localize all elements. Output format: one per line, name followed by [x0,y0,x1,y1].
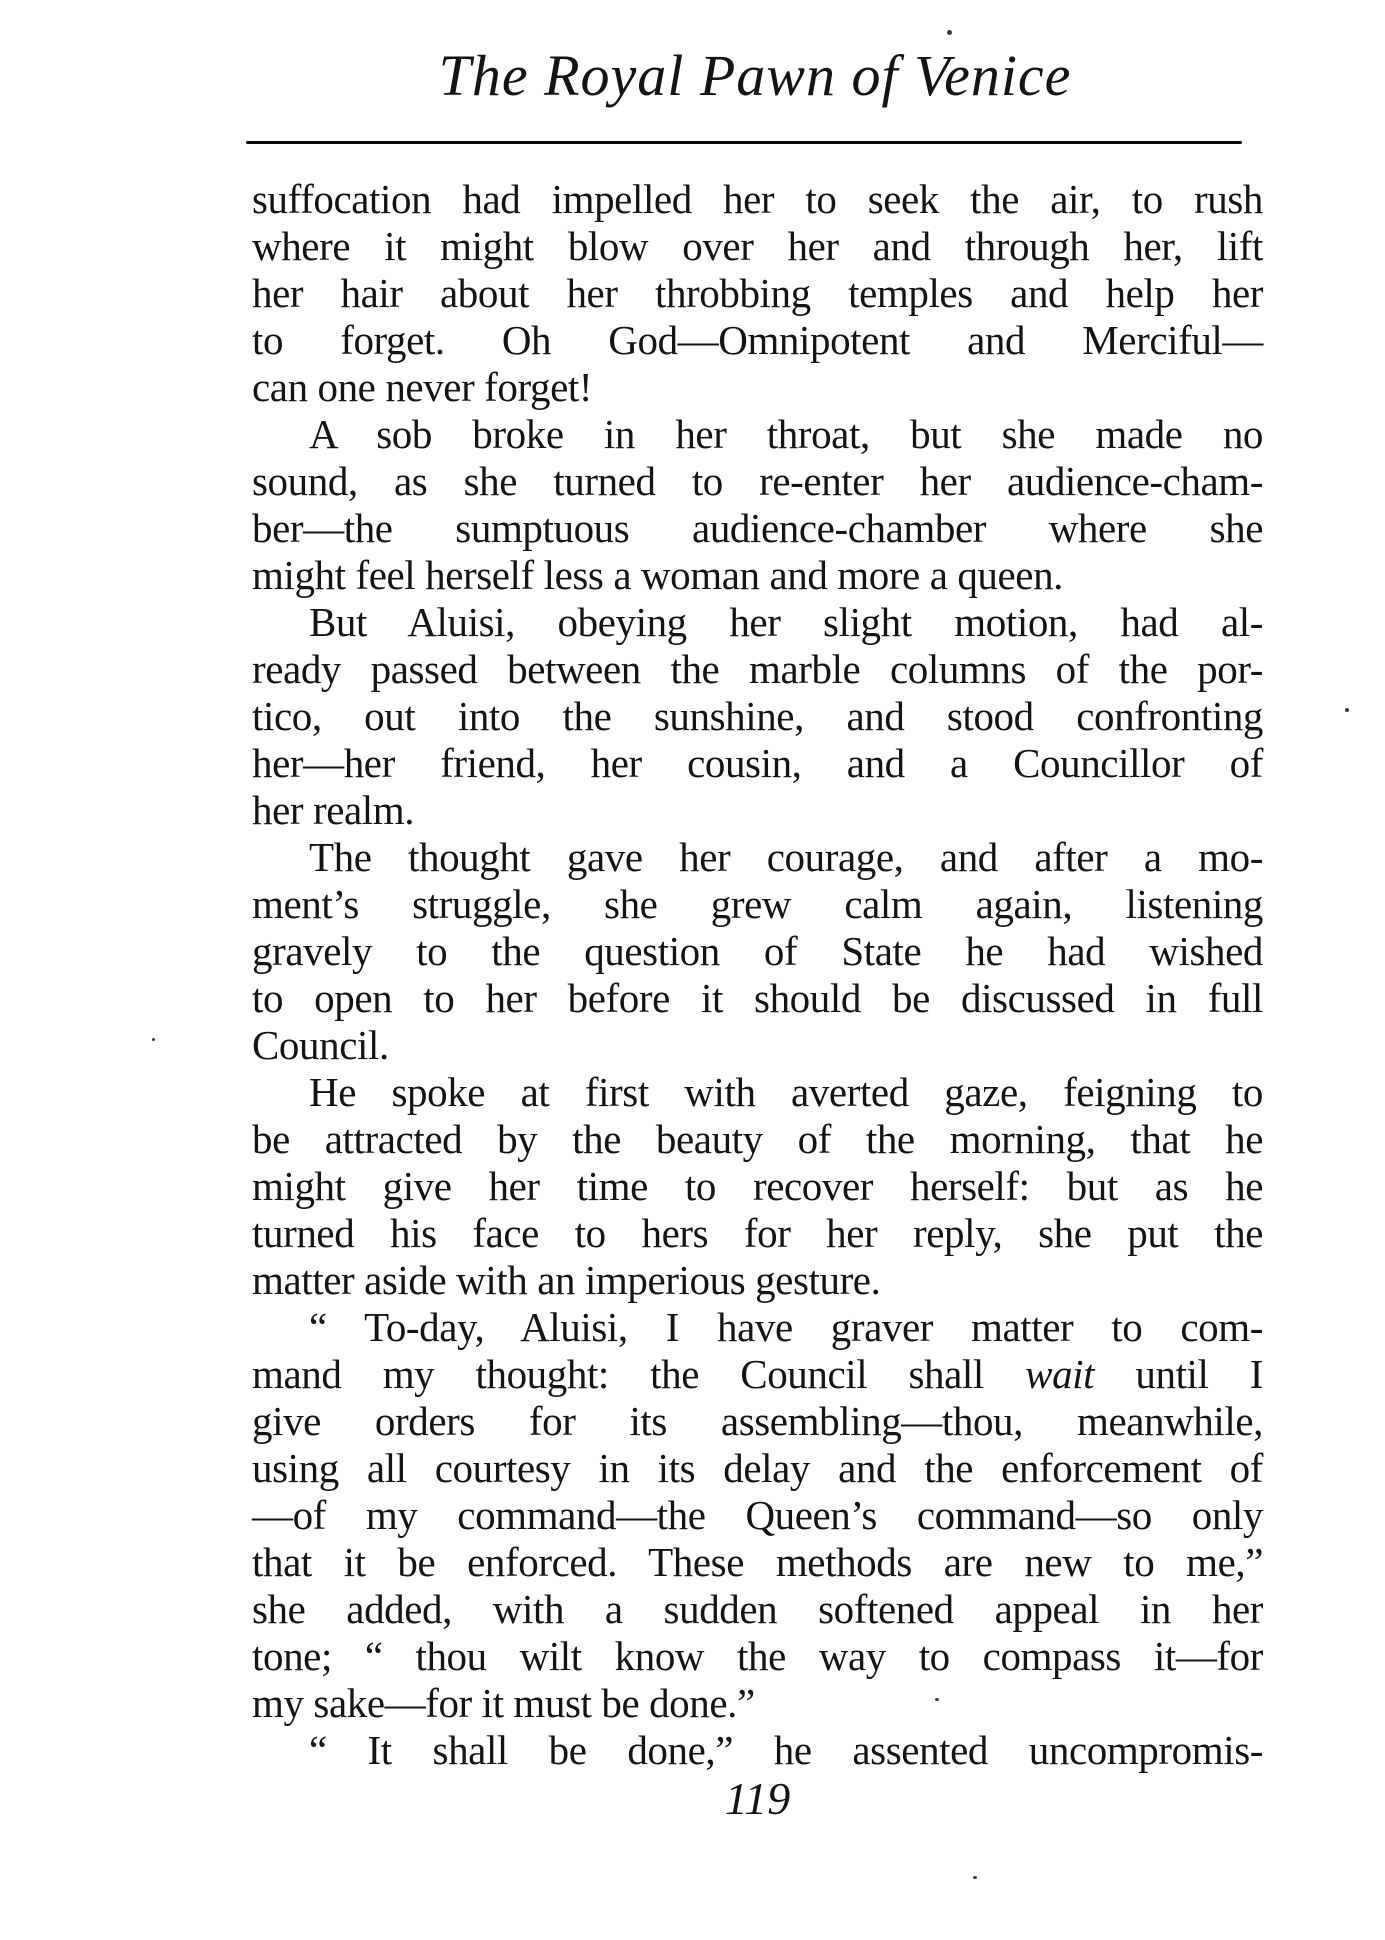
text-line: suffocation had impelled her to seek the air, to rush [252,176,1263,222]
text-line: might feel herself less a woman and more a queen. [252,552,1064,598]
text-line: tone; “ thou wilt know the way to compass it—for [252,1633,1263,1679]
scan-speck [973,1876,977,1879]
text-line: Council. [252,1022,389,1068]
text-line: using all courtesy in its delay and the enforcement of [252,1445,1263,1491]
text-line: ber—the sumptuous audience-chamber where she [252,505,1263,551]
text-line: give orders for its assembling—thou, meanwhile, [252,1398,1263,1444]
text-line: ment’s struggle, she grew calm again, listening [252,881,1263,927]
text-line: her—her friend, her cousin, and a Councillor of [252,740,1263,786]
text-line: my sake—for it must be done.” [252,1680,755,1726]
text-line: matter aside with an imperious gesture. [252,1257,881,1303]
page-body [252,176,1263,1774]
text-line: that it be enforced. These methods are new to me,” [252,1539,1263,1585]
text-line: sound, as she turned to re-enter her audience-cham- [252,458,1263,504]
scan-speck [1345,708,1349,712]
text-line: might give her time to recover herself: but as he [252,1163,1263,1209]
text-line: ready passed between the marble columns of the por- [252,646,1263,692]
text-line: mand my thought: the Council shall wait until I [252,1351,1264,1397]
text-line: The thought gave her courage, and after a mo- [309,834,1263,880]
text-line: turned his face to hers for her reply, she put the [252,1210,1263,1256]
text-line: tico, out into the sunshine, and stood confronting [252,693,1263,739]
text-line: she added, with a sudden softened appeal in her [252,1586,1263,1632]
text-line: “ To-day, Aluisi, I have graver matter to com- [309,1304,1263,1350]
page-number: 119 [724,1773,791,1824]
text-line: her realm. [252,787,415,833]
text-line: to forget. Oh God—Omnipotent and Merciful— [252,317,1263,363]
scan-speck [935,1698,939,1701]
header-rule [246,141,1242,144]
text-line: her hair about her throbbing temples and help her [252,270,1263,316]
text-line: He spoke at first with averted gaze, feigning to [309,1069,1263,1115]
text-line: where it might blow over her and through her, lift [252,223,1263,269]
text-line: to open to her before it should be discussed in full [252,975,1263,1021]
text-line: gravely to the question of State he had wished [252,928,1263,974]
text-line: can one never forget! [252,364,593,410]
text-line: —of my command—the Queen’s command—so only [252,1492,1263,1538]
running-head-title: The Royal Pawn of Venice [438,43,1072,108]
scan-speck [947,30,952,35]
scan-speck [152,1038,155,1041]
text-line: be attracted by the beauty of the morning, that he [252,1116,1263,1162]
text-line: But Aluisi, obeying her slight motion, had al- [309,599,1263,645]
text-line: “ It shall be done,” he assented uncompromis- [309,1727,1263,1773]
text-line: A sob broke in her throat, but she made no [309,411,1263,457]
italic-word: wait [1025,1351,1095,1397]
